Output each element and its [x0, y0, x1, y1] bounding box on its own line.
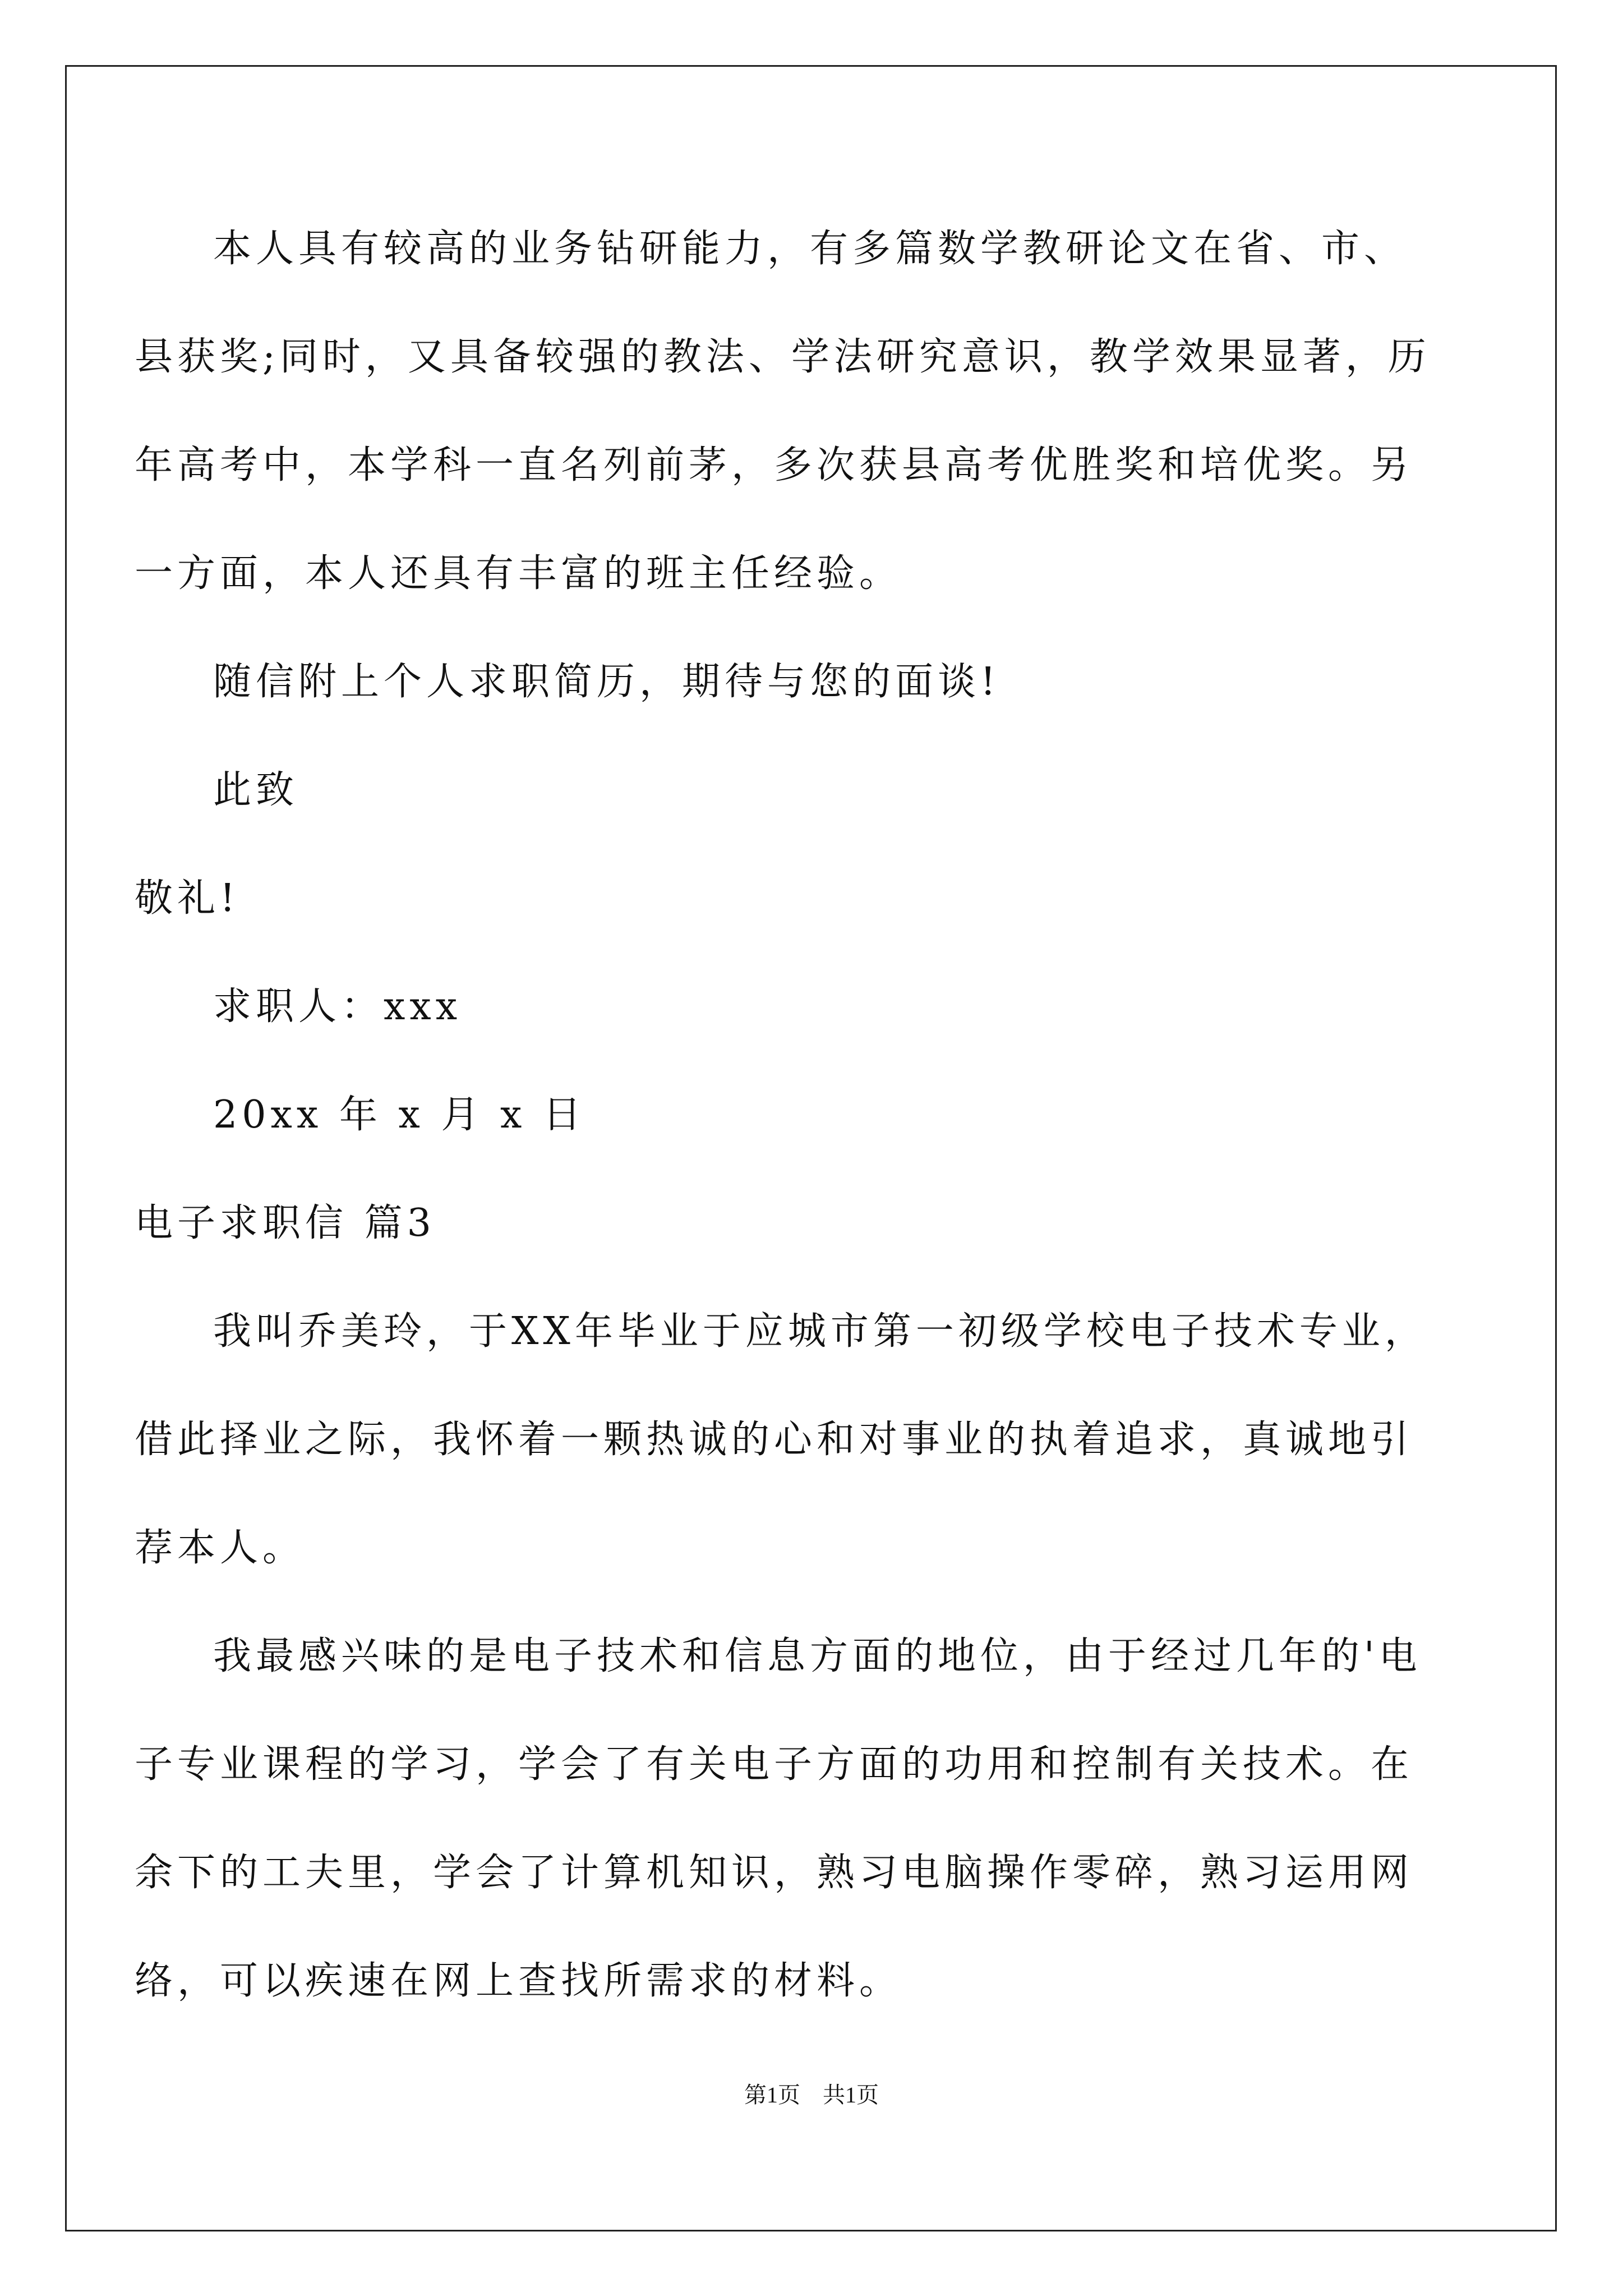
paragraph-line: 子专业课程的学习，学会了有关电子方面的功用和控制有关技术。在 — [135, 1742, 1414, 1787]
page-number-footer: 第1页 共1页 — [744, 2082, 879, 2108]
closing-line: 此致 — [213, 768, 299, 812]
paragraph-line: 县获奖;同时，又具备较强的教法、学法研究意识，教学效果显著，历 — [135, 335, 1431, 379]
signature-line: 求职人：xxx — [213, 984, 462, 1029]
date-line: 20xx 年 x 月 x 日 — [213, 1093, 586, 1137]
paragraph-line: 我叫乔美玲，于XX年毕业于应城市第一初级学校电子技术专业， — [213, 1309, 1427, 1354]
paragraph-line: 络，可以疾速在网上查找所需求的材料。 — [135, 1959, 902, 2003]
salutation-line: 敬礼! — [135, 876, 240, 921]
paragraph-line: 荐本人。 — [135, 1526, 306, 1570]
paragraph-line: 随信附上个人求职简历，期待与您的面谈! — [213, 660, 1000, 704]
paragraph-line: 本人具有较高的业务钻研能力，有多篇数学教研论文在省、市、 — [213, 227, 1407, 271]
paragraph-line: 借此择业之际，我怀着一颗热诚的心和对事业的执着追求，真诚地引 — [135, 1418, 1414, 1462]
paragraph-line: 余下的工夫里，学会了计算机知识，熟习电脑操作零碎，熟习运用网 — [135, 1851, 1414, 1895]
paragraph-line: 我最感兴味的是电子技术和信息方面的地位，由于经过几年的'电 — [213, 1634, 1422, 1678]
paragraph-line: 年高考中，本学科一直名列前茅，多次获县高考优胜奖和培优奖。另 — [135, 443, 1414, 487]
section-heading: 电子求职信 篇3 — [135, 1201, 436, 1245]
paragraph-line: 一方面，本人还具有丰富的班主任经验。 — [135, 551, 902, 596]
